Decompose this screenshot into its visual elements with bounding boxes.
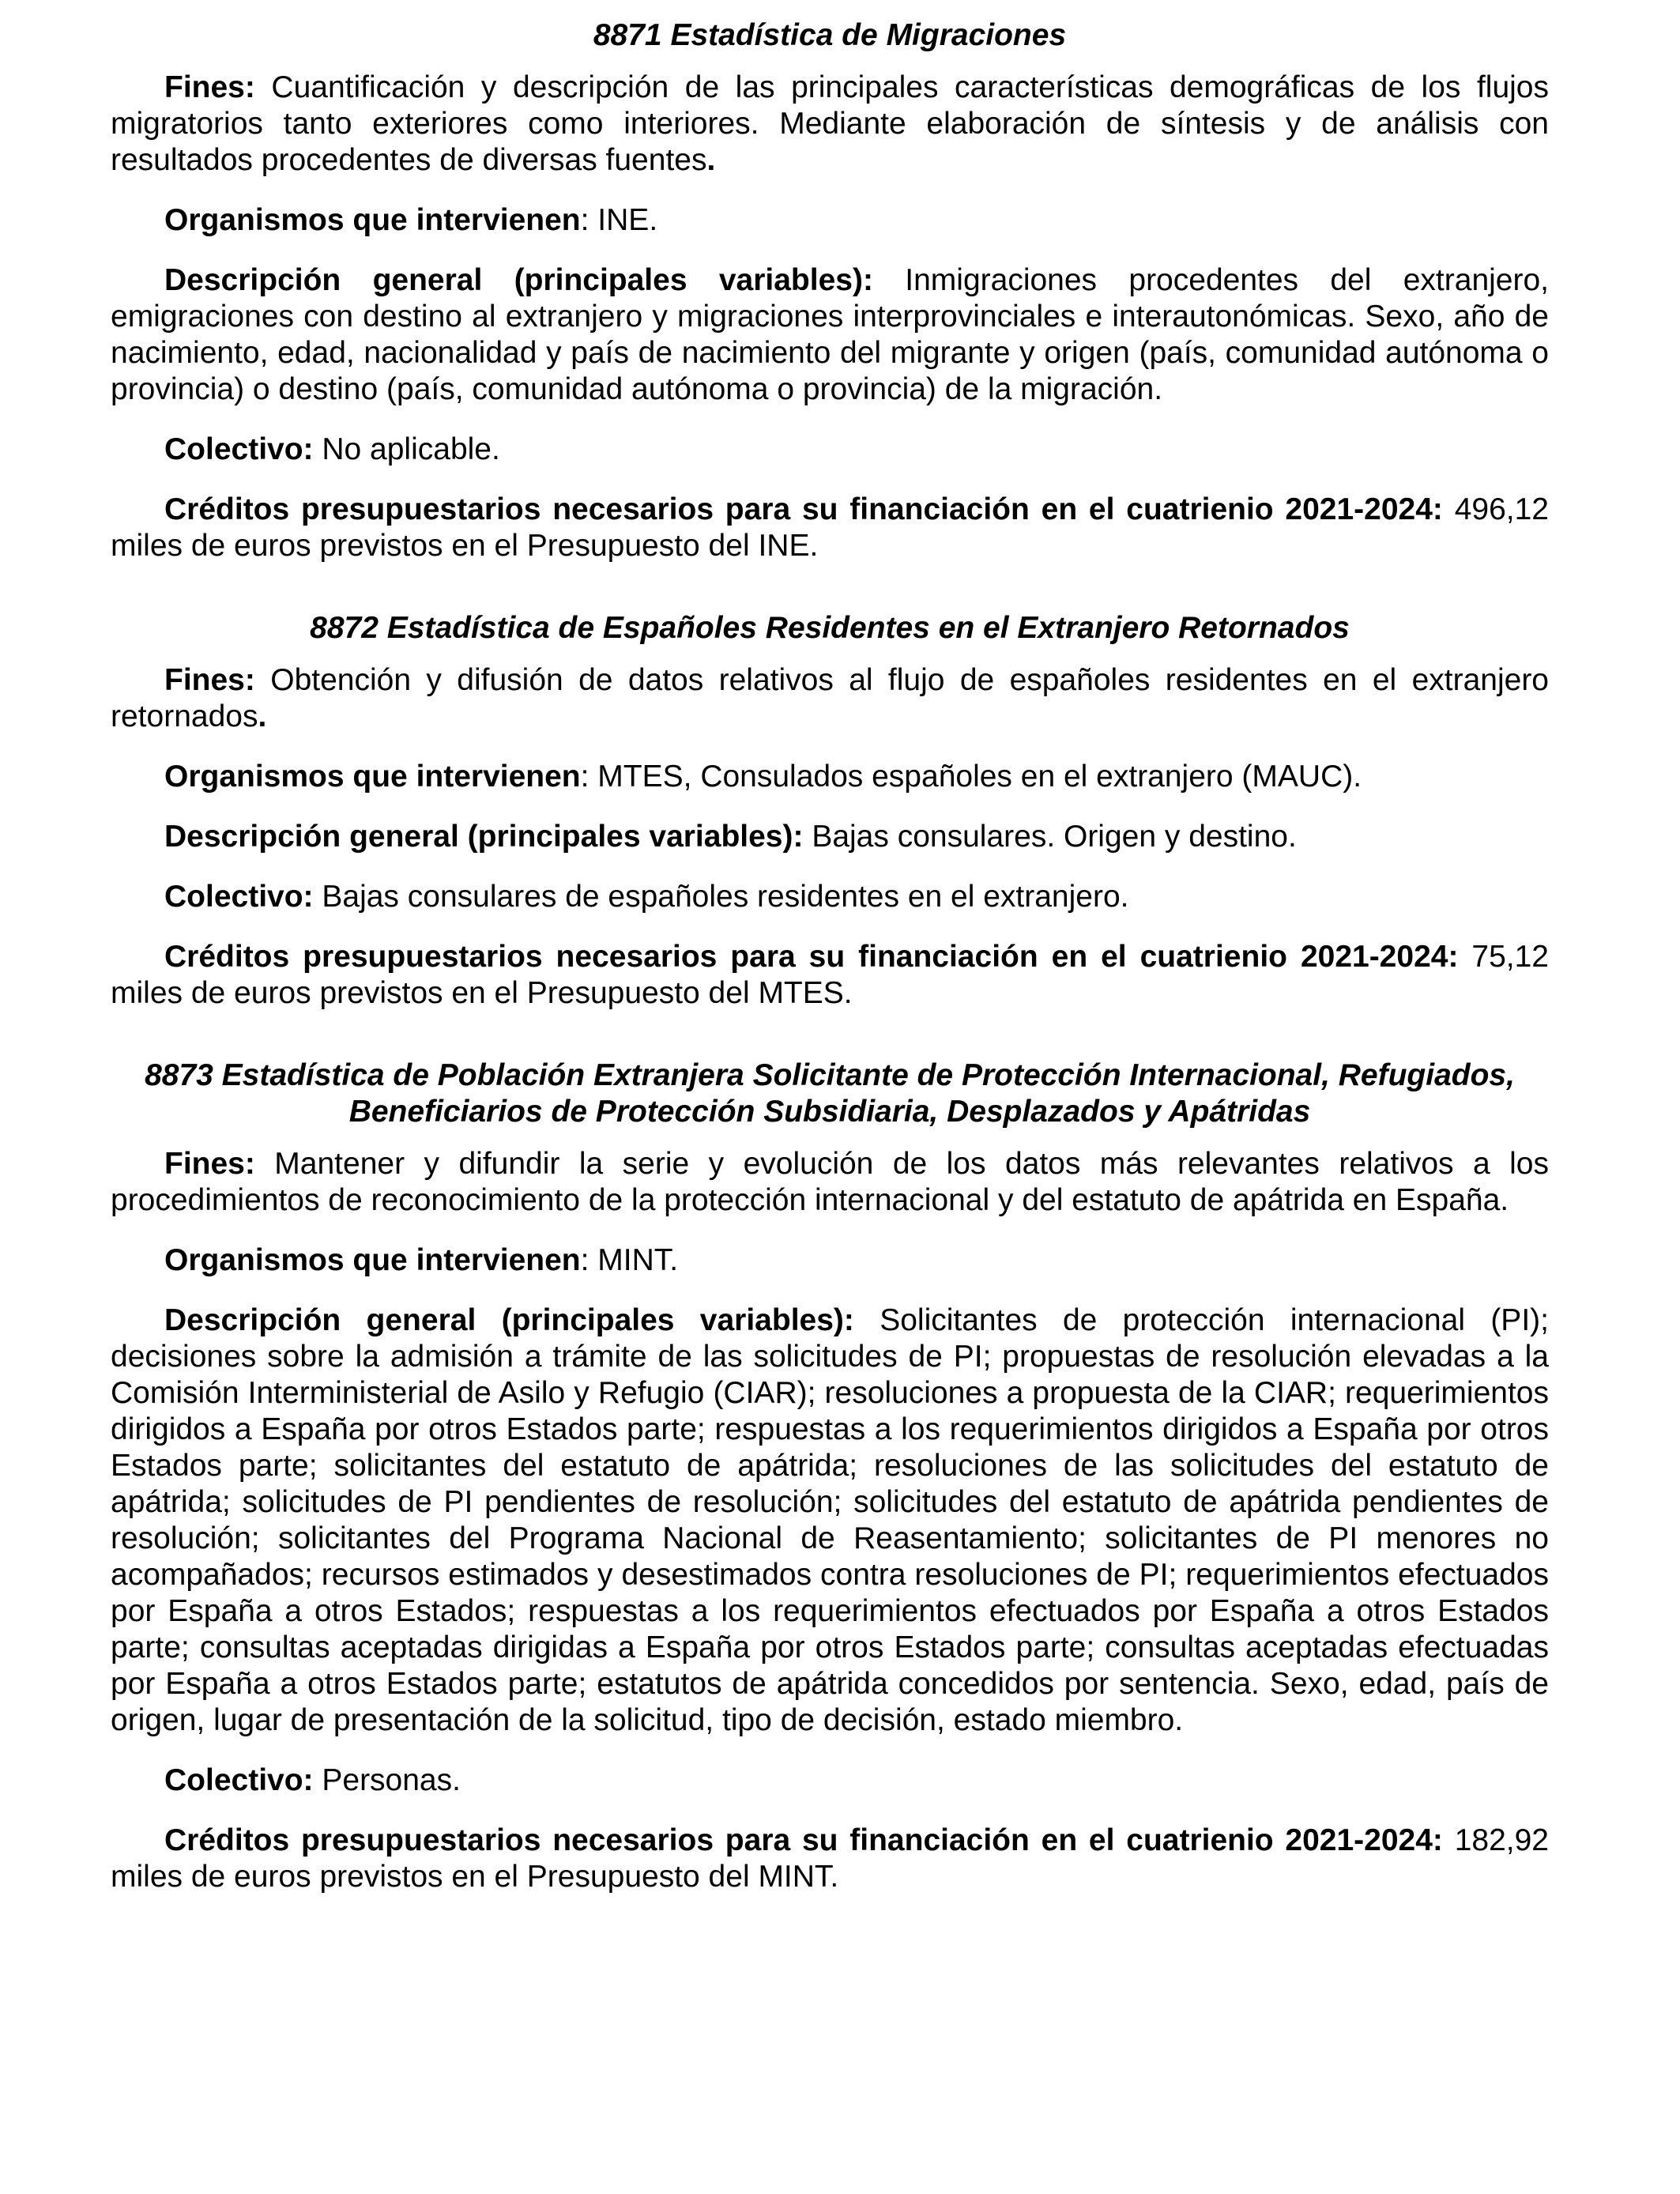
organismos-label: Organismos que intervienen <box>164 760 581 794</box>
fines-paragraph <box>111 1146 1549 1219</box>
creditos-label: Créditos presupuestarios necesarios para su financiación en el cuatrienio 2021-2024: <box>164 940 1459 974</box>
descripcion-paragraph <box>111 819 1549 855</box>
section-8873 <box>111 1057 1549 1895</box>
section-title: 8871 Estadística de Migraciones <box>593 18 1067 52</box>
fines-end: . <box>258 699 267 733</box>
organismos-paragraph <box>111 759 1549 795</box>
organismos-text: : MTES, Consulados españoles en el extranjero (MAUC). <box>580 760 1362 794</box>
colectivo-paragraph <box>111 879 1549 915</box>
creditos-paragraph <box>111 1823 1549 1895</box>
creditos-label: Créditos presupuestarios necesarios para su financiación en el cuatrienio 2021-2024: <box>164 1823 1443 1857</box>
section-title-line-2: Beneficiarios de Protección Subsidiaria, Desplazados y Apátridas <box>348 1095 1311 1129</box>
fines-text: Obtención y difusión de datos relativos al flujo de españoles residentes en el extranjero retornados <box>111 663 1549 733</box>
creditos-paragraph <box>111 492 1549 564</box>
descripcion-label: Descripción general (principales variables): <box>164 1303 854 1337</box>
fines-label: Fines: <box>164 70 255 104</box>
descripcion-text: Inmigraciones procedentes del extranjero, emigraciones con destino al extranjero y migraciones interprovinciales e interautonómicas. Sexo, año de nacimiento, edad, nacionalidad y país de nacimiento del migrante y origen (país, comunidad autónoma o provincia) o destino (país, comunidad autónoma o provincia) de la migración. <box>111 263 1549 406</box>
colectivo-paragraph <box>111 1762 1549 1799</box>
organismos-paragraph <box>111 1242 1549 1279</box>
colectivo-label: Colectivo: <box>164 432 314 466</box>
descripcion-paragraph <box>111 1302 1549 1739</box>
colectivo-label: Colectivo: <box>164 1763 314 1797</box>
organismos-label: Organismos que intervienen <box>164 1243 581 1277</box>
fines-text: Mantener y difundir la serie y evolución de los datos más relevantes relativos a los procedimientos de reconocimiento de la protección internacional y del estatuto de apátrida en España. <box>111 1147 1549 1217</box>
colectivo-text: No aplicable. <box>313 432 500 466</box>
fines-end: . <box>706 143 716 177</box>
colectivo-label: Colectivo: <box>164 880 314 914</box>
descripcion-label: Descripción general (principales variables): <box>164 263 873 297</box>
fines-label: Fines: <box>164 663 255 697</box>
creditos-text: 75,12 miles de euros previstos en el Presupuesto del MTES. <box>111 940 1549 1010</box>
section-title: 8873 Estadística de Población Extranjera Solicitante de Protección Internacional, Refugiados, <box>145 1058 1515 1092</box>
creditos-text: 496,12 miles de euros previstos en el Presupuesto del INE. <box>111 492 1550 563</box>
section-8871 <box>111 17 1549 564</box>
creditos-paragraph <box>111 939 1549 1012</box>
organismos-text: : MINT. <box>580 1243 679 1277</box>
organismos-text: : INE. <box>580 203 658 237</box>
colectivo-text: Personas. <box>313 1763 461 1797</box>
fines-label: Fines: <box>164 1147 255 1181</box>
document-page <box>111 17 1549 1895</box>
descripcion-text: Solicitantes de protección internacional (PI); decisiones sobre la admisión a trámite de las solicitudes de PI; propuestas de resolución elevadas a la Comisión Interministerial de Asilo y Refugio (CIAR); resoluciones a propuesta de la CIAR; requerimientos dirigidos a España por otros Estados parte; respuestas a los requerimientos dirigidos a España por otros Estados parte; solicitantes del estatuto de apátrida; resoluciones de las solicitudes del estatuto de apátrida; solicitudes de PI pendientes de resolución; solicitudes del estatuto de apátrida pendientes de resolución; solicitantes del Programa Nacional de Reasentamiento; solicitantes de PI menores no acompañados; recursos estimados y desestimados contra resoluciones de PI; requerimientos efectuados por España a otros Estados; respuestas a los requerimientos efectuados por España a otros Estados parte; consultas aceptadas dirigidas a España por otros Estados parte; consultas aceptadas efectuadas por España a otros Estados parte; estatutos de apátrida concedidos por sentencia. Sexo, edad, país de origen, lugar de presentación de la solicitud, tipo de decisión, estado miembro. <box>111 1303 1549 1737</box>
descripcion-label: Descripción general (principales variables): <box>164 820 804 854</box>
creditos-label: Créditos presupuestarios necesarios para su financiación en el cuatrienio 2021-2024: <box>164 492 1443 526</box>
organismos-label: Organismos que intervienen <box>164 203 581 237</box>
section-8872 <box>111 610 1549 1012</box>
colectivo-paragraph <box>111 432 1549 468</box>
descripcion-paragraph <box>111 262 1549 408</box>
organismos-paragraph <box>111 202 1549 239</box>
colectivo-text: Bajas consulares de españoles residentes en el extranjero. <box>313 880 1129 914</box>
fines-paragraph <box>111 662 1549 735</box>
creditos-text: 182,92 miles de euros previstos en el Presupuesto del MINT. <box>111 1823 1550 1894</box>
descripcion-text: Bajas consulares. Origen y destino. <box>803 820 1297 854</box>
fines-paragraph <box>111 70 1549 179</box>
fines-text: Cuantificación y descripción de las principales características demográficas de los flujos migratorios tanto exteriores como interiores. Mediante elaboración de síntesis y de análisis con resultados procedentes de diversas fuentes <box>111 70 1549 177</box>
section-title: 8872 Estadística de Españoles Residentes en el Extranjero Retornados <box>310 611 1350 645</box>
